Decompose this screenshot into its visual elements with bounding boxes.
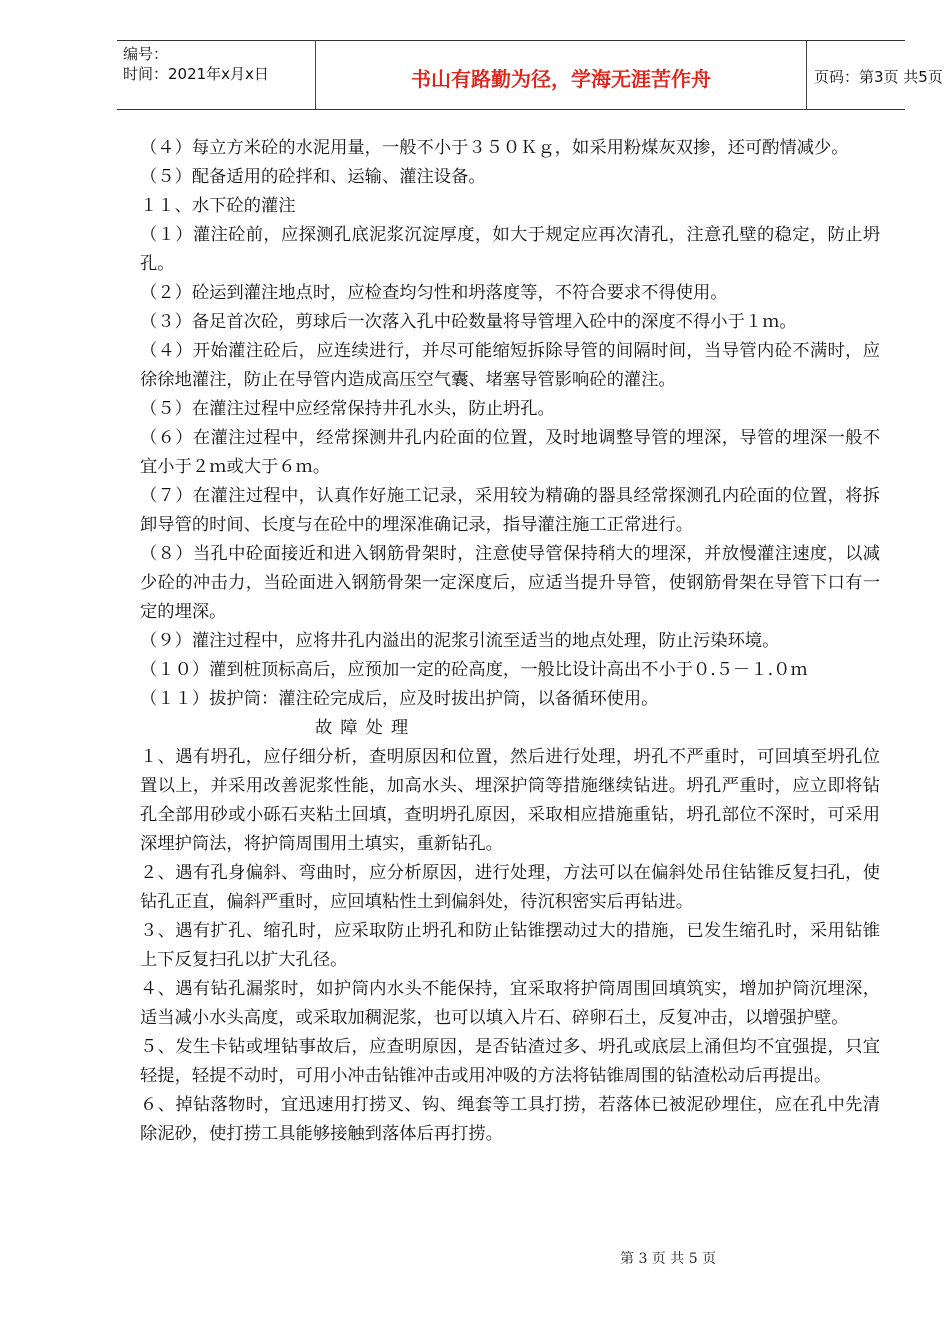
paragraph: １、遇有坍孔，应仔细分析，查明原因和位置，然后进行处理，坍孔不严重时，可回填至坍孔位置以上，并采用改善泥浆性能，加高水头、埋深护筒等措施继续钻进。坍孔严重时，应立即将钻孔全部用砂或小砾石夹粘土回填，查明坍孔原因，采取相应措施重钻，坍孔部位不深时，可采用深埋护筒法，将护筒周围用土填实，重新钻孔。: [140, 747, 880, 854]
paragraph: ２、遇有孔身偏斜、弯曲时，应分析原因，进行处理，方法可以在偏斜处吊住钻锥反复扫孔，使钻孔正直，偏斜严重时，应回填粘性土到偏斜处，待沉积密实后再钻进。: [140, 863, 880, 912]
header-motto-cell: [315, 41, 807, 109]
section-heading: １１、水下砼的灌注: [140, 196, 296, 216]
paragraph: ４、遇有钻孔漏浆时，如护筒内水头不能保持，宜采取将护筒周围回填筑实，增加护筒沉埋深，适当减小水头高度，或采取加稠泥浆，也可以填入片石、碎卵石土，反复冲击，以增强护壁。: [140, 979, 880, 1028]
paragraph: ３、遇有扩孔、缩孔时，应采取防止坍孔和防止钻锥摆动过大的措施，已发生缩孔时，采用钻锥上下反复扫孔以扩大孔径。: [140, 921, 880, 970]
paragraph: （１）灌注砼前，应探测孔底泥浆沉淀厚度，如大于规定应再次清孔，注意孔壁的稳定，防止坍孔。: [140, 225, 880, 274]
paragraph: （５）配备适用的砼拌和、运输、灌注设备。: [140, 167, 486, 187]
paragraph: （１１）拔护筒：灌注砼完成后，应及时拔出护筒，以备循环使用。: [140, 689, 659, 709]
paragraph: （１０）灌到桩顶标高后，应预加一定的砼高度，一般比设计高出不小于０.５－１.０ｍ: [140, 660, 808, 680]
paragraph: （９）灌注过程中，应将井孔内溢出的泥浆引流至适当的地点处理，防止污染环境。: [140, 631, 780, 651]
paragraph: （２）砼运到灌注地点时，应检查均匀性和坍落度等，不符合要求不得使用。: [140, 283, 728, 303]
paragraph: （６）在灌注过程中，经常探测井孔内砼面的位置，及时地调整导管的埋深，导管的埋深一般不宜小于２ｍ或大于６ｍ。: [140, 428, 880, 477]
header-motto: 书山有路勤为径，学海无涯苦作舟: [411, 67, 711, 91]
paragraph: （３）备足首次砼，剪球后一次落入孔中砼数量将导管埋入砼中的深度不得小于１ｍ。: [140, 312, 797, 332]
paragraph: （８）当孔中砼面接近和进入钢筋骨架时，注意使导管保持稍大的埋深，并放慢灌注速度，以减少砼的冲击力，当砼面进入钢筋骨架一定深度后，应适当提升导管，使钢筋骨架在导管下口有一定的埋深。: [140, 544, 880, 622]
header-meta-cell: [117, 41, 315, 109]
paragraph: （７）在灌注过程中，认真作好施工记录，采用较为精确的器具经常探测孔内砼面的位置，将拆卸导管的时间、长度与在砼中的埋深准确记录，指导灌注施工正常进行。: [140, 486, 880, 535]
page-footer: 第 3 页 共 5 页: [620, 1251, 717, 1267]
paragraph: ５、发生卡钻或埋钻事故后，应查明原因，是否钻渣过多、坍孔或底层上涌但均不宜强提，只宜轻提，轻提不动时，可用小冲击钻锥冲击或用冲吸的方法将钻锥周围的钻渣松动后再提出。: [140, 1037, 880, 1086]
paragraph: （４）开始灌注砼后，应连续进行，并尽可能缩短拆除导管的间隔时间，当导管内砼不满时，应徐徐地灌注，防止在导管内造成高压空气囊、堵塞导管影响砼的灌注。: [140, 341, 880, 390]
document-time-label: 时间：2021年x月x日: [123, 65, 269, 83]
document-body: [140, 134, 880, 1149]
page-header: [117, 40, 943, 110]
document-number-label: 编号：: [123, 45, 169, 63]
paragraph: （５）在灌注过程中应经常保持井孔水头，防止坍孔。: [140, 399, 555, 419]
header-page-number: 页码：第3页 共5页: [814, 68, 943, 86]
section-title: 故障处理: [315, 718, 417, 738]
paragraph: ６、掉钻落物时，宜迅速用打捞叉、钩、绳套等工具打捞，若落体已被泥砂埋住，应在孔中先清除泥砂，使打捞工具能够接触到落体后再打捞。: [140, 1095, 880, 1144]
header-page-cell: [806, 41, 943, 109]
paragraph: （４）每立方米砼的水泥用量，一般不小于３５０Ｋｇ，如采用粉煤灰双掺，还可酌情减少。: [140, 138, 849, 158]
